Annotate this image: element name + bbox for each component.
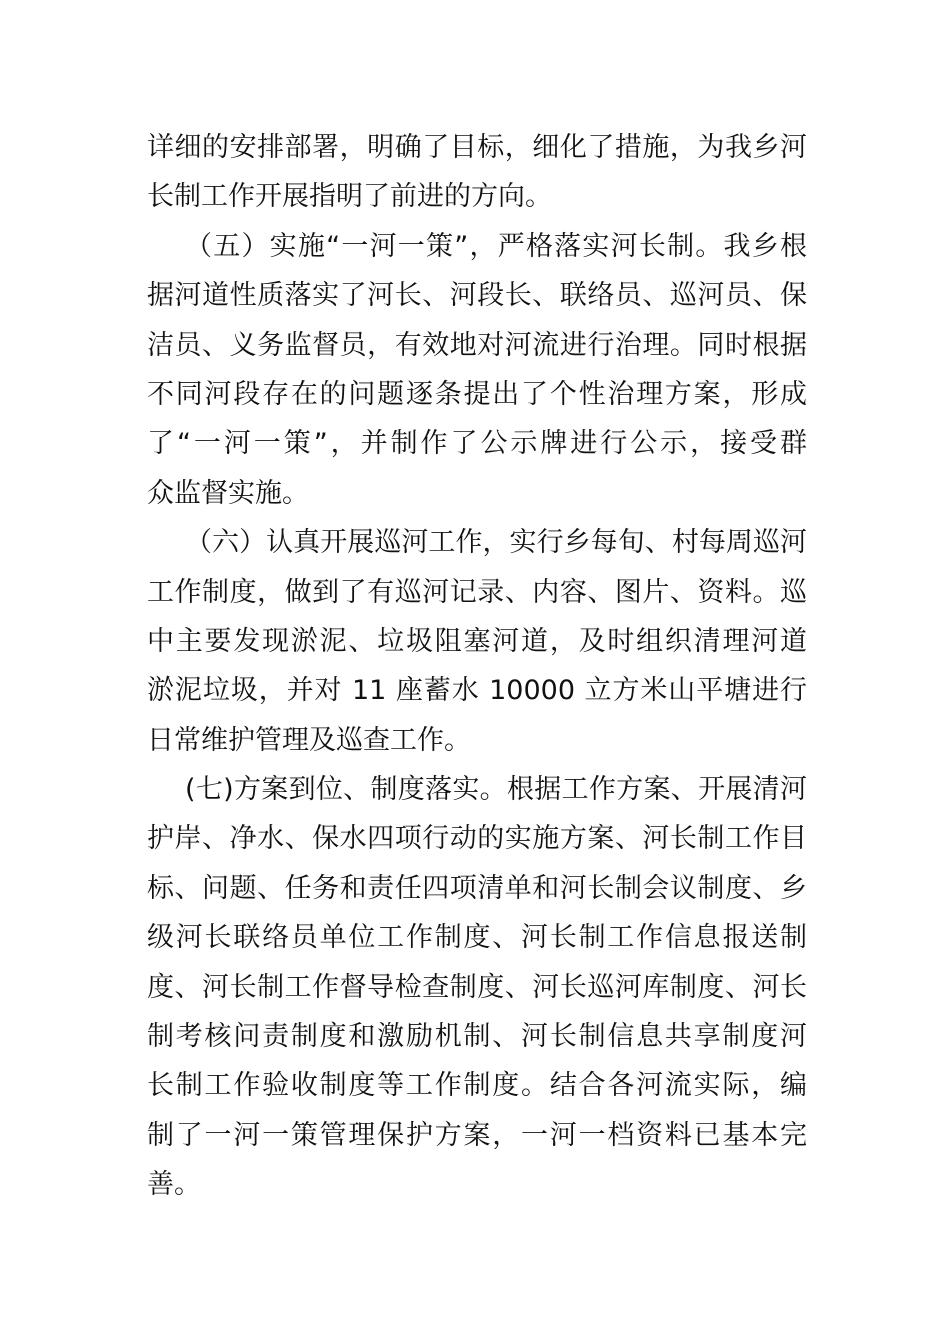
text-line: 级河长联络员单位工作制度、河长制工作信息报送制 [147,922,807,954]
text-line: 制了一河一策管理保护方案，一河一档资料已基本完 [147,1119,807,1151]
text-line: 中主要发现淤泥、垃圾阻塞河道，及时组织清理河道 [147,625,807,657]
text-line: 淤泥垃圾，并对 11 座蓄水 10000 立方米山平塘进行 [147,675,807,707]
text-line: 护岸、净水、保水四项行动的实施方案、河长制工作目 [147,823,807,855]
text-line: 长制工作开展指明了前进的方向。 [147,181,552,213]
text-line: 众监督实施。 [147,477,309,509]
text-line: 了“一河一策”，并制作了公示牌进行公示，接受群 [147,428,807,460]
text-line: 不同河段存在的问题逐条提出了个性治理方案，形成 [147,378,807,410]
text-line: （五）实施“一河一策”，严格落实河长制。我乡根 [185,230,807,262]
text-line: 长制工作验收制度等工作制度。结合各河流实际，编 [147,1070,807,1102]
text-line: 日常维护管理及巡查工作。 [147,724,471,756]
text-line: 详细的安排部署，明确了目标，细化了措施，为我乡河 [147,132,807,163]
body-text [147,123,807,1210]
text-line: 标、问题、任务和责任四项清单和河长制会议制度、乡 [147,872,807,904]
text-line: (七)方案到位、制度落实。根据工作方案、开展清河 [185,774,807,806]
text-line: 据河道性质落实了河长、河段长、联络员、巡河员、保 [147,280,807,312]
text-line: 工作制度，做到了有巡河记录、内容、图片、资料。巡 [147,576,807,608]
text-line: 洁员、义务监督员，有效地对河流进行治理。同时根据 [147,329,807,361]
text-line: 制考核问责制度和激励机制、河长制信息共享制度河 [147,1021,807,1053]
text-line: （六）认真开展巡河工作，实行乡每旬、村每周巡河 [185,527,807,559]
text-line: 善。 [147,1169,201,1201]
text-line: 度、河长制工作督导检查制度、河长巡河库制度、河长 [147,971,807,1003]
